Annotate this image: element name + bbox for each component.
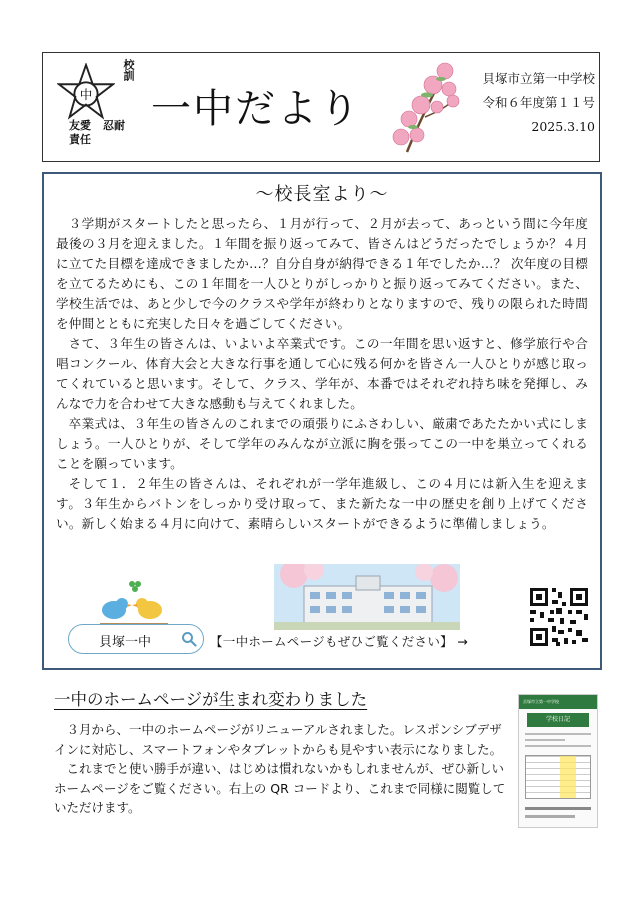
school-building-illustration xyxy=(274,564,460,630)
search-query-text[interactable]: 貝塚一中 xyxy=(99,635,152,650)
school-name: 貝塚市立第一中学校 xyxy=(482,71,595,86)
school-emblem-icon xyxy=(57,63,115,121)
school-info xyxy=(471,67,595,139)
school-search-box[interactable] xyxy=(68,624,204,654)
motto-words xyxy=(69,119,139,147)
phone-table xyxy=(525,755,591,799)
phone-footer-line xyxy=(525,815,575,818)
homepage-paragraph: ３月から、一中のホームページがリニューアルされました。レスポンシブデザインに対応し、スマートフォンやタブレットからも見やすい表示になりました。 xyxy=(54,722,503,757)
motto-label: 校訓 xyxy=(122,59,135,81)
letter-paragraph: さて、３年生の皆さんは、いよいよ卒業式です。この一年間を思い返すと、修学旅行や合唱コンクール、体育大会と大きな行事を通して心に残る何かを皆さん一人ひとりが感じ取ってくれていると思います。そして、クラス、学年が、本番ではそれぞれ持ち味を発揮し、みんなで力を合わせて大きな感動も与えてくれました。 xyxy=(56,336,588,411)
principal-section-title: ～校長室より～ xyxy=(255,184,389,205)
homepage-section-title: 一中のホームページが生まれ変わりました xyxy=(54,690,368,709)
motto-word: 責任 xyxy=(69,133,91,146)
birds-illustration xyxy=(96,578,172,630)
letter-paragraph: 卒業式は、３年生の皆さんのこれまでの頑張りにふさわしい、厳粛であたたかい式にしましょう。一人ひとりが、そして学年のみんなが立派に胸を張ってこの一中を巣立ってくれることを願っています。 xyxy=(56,416,588,471)
homepage-screenshot xyxy=(518,694,598,828)
qr-code-icon[interactable] xyxy=(528,586,590,648)
principal-message-box xyxy=(42,172,602,670)
homepage-section-body xyxy=(54,720,510,818)
phone-page-heading: 学校日記 xyxy=(527,713,589,727)
newsletter-title: 一中だより xyxy=(151,86,361,132)
cherry-blossom-illustration xyxy=(387,57,463,159)
letter-paragraph: ３学期がスタートしたと思ったら、１月が行って、２月が去って、あっという間に今年度最後の３月を迎えました。１年間を振り返ってみて、皆さんはどうだったでしょうか？４月に立てた目標を達成できましたか…？自分自身が納得できる１年でしたか…？ 次年度の目標を立てるためにも、この１年間を一人ひとりがしっかりと振り返ってみてください。また、学校生活では、あと少しで今のクラスや学年が終わりとなりますので、残りの限られた時間を仲間とともに充実した日々を過ごしてください。 xyxy=(56,216,588,331)
letter-paragraph: そして１．２年生の皆さんは、それぞれが一学年進級し、この４月には新入生を迎えます。３年生からバトンをしっかり受け取って、また新たな一中の歴史を創り上げてください。新しく始まる４月に向けて、素晴らしいスタートができるように準備しましょう。 xyxy=(56,476,588,531)
issue-date: 2025.3.10 xyxy=(531,119,595,134)
principal-letter xyxy=(56,214,588,534)
homepage-paragraph: これまでと使い勝手が違い、はじめは慣れないかもしれませんが、ぜひ新しいホームページをご覧ください。右上の QR コードより、これまで同様に閲覧していただけます。 xyxy=(54,761,506,815)
homepage-link-text[interactable]: 【一中ホームページもぜひご覧ください】 → xyxy=(210,634,468,649)
search-icon[interactable] xyxy=(181,631,197,647)
phone-site-bar: 貝塚市立第一中学校 xyxy=(519,695,597,709)
issue-number: 令和６年度第１１号 xyxy=(482,95,595,110)
motto-word: 友愛 xyxy=(69,119,91,132)
svg-text:中: 中 xyxy=(79,86,93,102)
newsletter-header xyxy=(42,52,600,162)
phone-footer-line xyxy=(525,807,591,810)
motto-word: 忍耐 xyxy=(103,119,125,132)
phone-text-lines xyxy=(525,733,591,751)
